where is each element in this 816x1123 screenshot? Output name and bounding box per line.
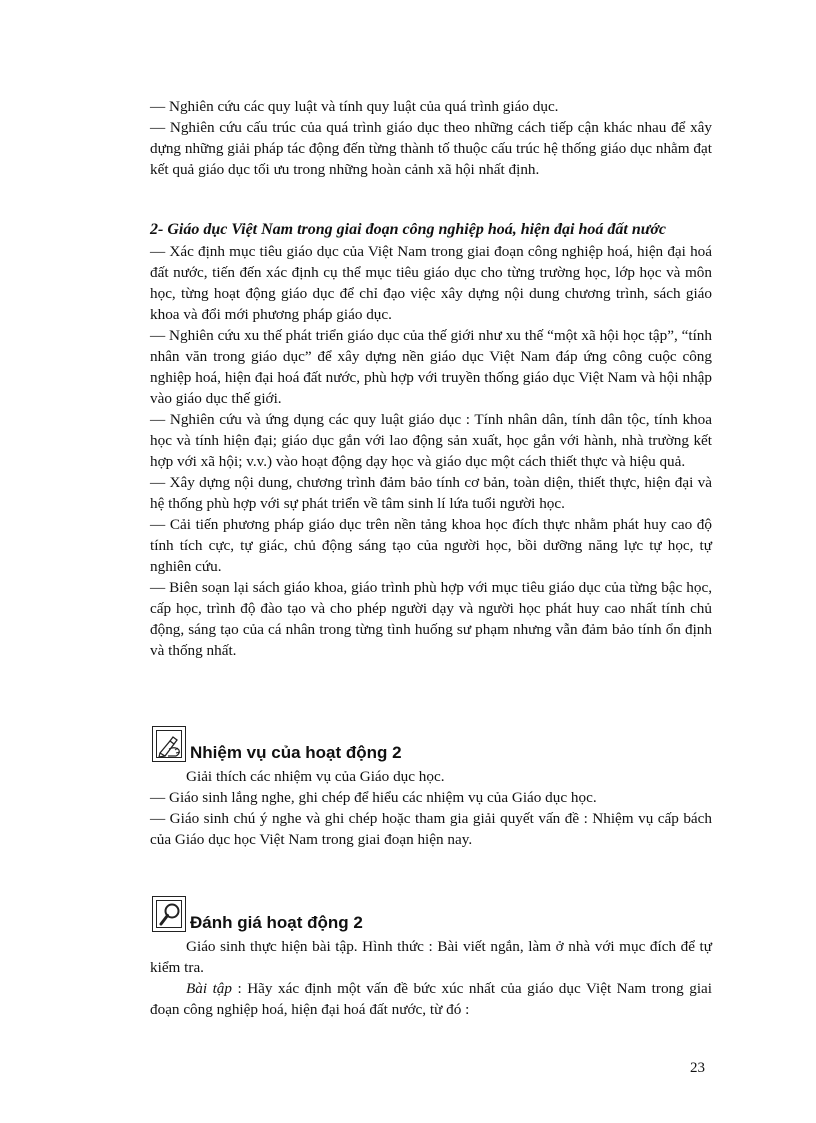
evaluation-intro: Giáo sinh thực hiện bài tập. Hình thức : Bài viết ngắn, làm ở nhà với mục đích để tự kiểm tra. — [150, 938, 712, 976]
section1-bullet-2: — Nghiên cứu cấu trúc của quá trình giáo dục theo những cách tiếp cận khác nhau để xây dựng những giải pháp tác động đến từng thành tố thuộc cấu trúc hệ thống giáo dục nhằm đạt kết quả giáo dục tối ưu trong những hoàn cảnh xã hội nhất định. — [150, 119, 712, 178]
section1-bullet-1: — Nghiên cứu các quy luật và tính quy luật của quá trình giáo dục. — [150, 98, 559, 115]
evaluation-exercise — [150, 978, 712, 1020]
exercise-text: : Hãy xác định một vấn đề bức xúc nhất của giáo dục Việt Nam trong giai đoạn công nghiệp hoá, hiện đại hoá đất nước, từ đó : — [150, 980, 712, 1018]
section2-bullet-1: — Xác định mục tiêu giáo dục của Việt Nam trong giai đoạn công nghiệp hoá, hiện đại hoá đất nước, tiến đến xác định cụ thể mục tiêu giáo dục cho từng trường học, lớp học và môn học, từng hoạt động giáo dục để chỉ đạo việc xây dựng nội dung chương trình, sách giáo khoa và đổi mới phương pháp giáo dục. — [150, 243, 712, 323]
section2-heading: 2- Giáo dục Việt Nam trong giai đoạn công nghiệp hoá, hiện đại hoá đất nước — [150, 221, 667, 238]
task-title: Nhiệm vụ của hoạt động 2 — [190, 743, 402, 762]
section2-block — [150, 219, 712, 661]
section2-bullet-2: — Nghiên cứu xu thế phát triển giáo dục của thế giới như xu thế “một xã hội học tập”, “tính nhân văn trong giáo dục” để xây dựng nền giáo dục Việt Nam đáp ứng công cuộc công nghiệp hoá, hiện đại hoá đất nước, phù hợp với truyền thống giáo dục Việt Nam và hội nhập vào giáo dục thế giới. — [150, 327, 712, 407]
section2-bullet-3: — Nghiên cứu và ứng dụng các quy luật giáo dục : Tính nhân dân, tính dân tộc, tính khoa học và tính hiện đại; giáo dục gắn với lao động sản xuất, học gắn với hành, nhà trường kết hợp với xã hội; v.v.) vào hoạt động dạy học và giáo dục một cách thiết thực và hiệu quả. — [150, 411, 712, 470]
section2-bullet-4: — Xây dựng nội dung, chương trình đảm bảo tính cơ bản, toàn diện, thiết thực, hiện đại và hệ thống phù hợp với sự phát triển về tâm sinh lí lứa tuổi người học. — [150, 474, 712, 512]
evaluation-title: Đánh giá hoạt động 2 — [190, 913, 363, 932]
task-header — [150, 726, 712, 766]
section1-block — [150, 96, 712, 180]
task-bullet-2: — Giáo sinh chú ý nghe và ghi chép hoặc tham gia giải quyết vấn đề : Nhiệm vụ cấp bách của Giáo dục học Việt Nam trong giai đoạn hiện nay. — [150, 810, 712, 848]
task-block — [150, 726, 712, 850]
evaluation-header — [150, 896, 712, 936]
pencil-hand-icon — [152, 726, 186, 762]
section2-bullet-5: — Cải tiến phương pháp giáo dục trên nền tảng khoa học đích thực nhằm phát huy cao độ tính tích cực, tự giác, chủ động sáng tạo của người học, bồi dưỡng năng lực tự học, tự nghiên cứu. — [150, 516, 712, 575]
exercise-label: Bài tập — [186, 980, 232, 997]
magnifier-icon — [152, 896, 186, 932]
section2-bullet-6: — Biên soạn lại sách giáo khoa, giáo trình phù hợp với mục tiêu giáo dục của từng bậc học, cấp học, trình độ đào tạo và cho phép người dạy và người học phát huy cao nhất tính chủ động, sáng tạo của cá nhân trong từng tình huống sư phạm nhưng vẫn đảm bảo tính ổn định và thống nhất. — [150, 579, 712, 659]
task-bullet-1: — Giáo sinh lắng nghe, ghi chép để hiểu các nhiệm vụ của Giáo dục học. — [150, 789, 597, 806]
task-intro: Giải thích các nhiệm vụ của Giáo dục học. — [186, 768, 445, 785]
page-number: 23 — [690, 1060, 705, 1076]
evaluation-block — [150, 896, 712, 1020]
